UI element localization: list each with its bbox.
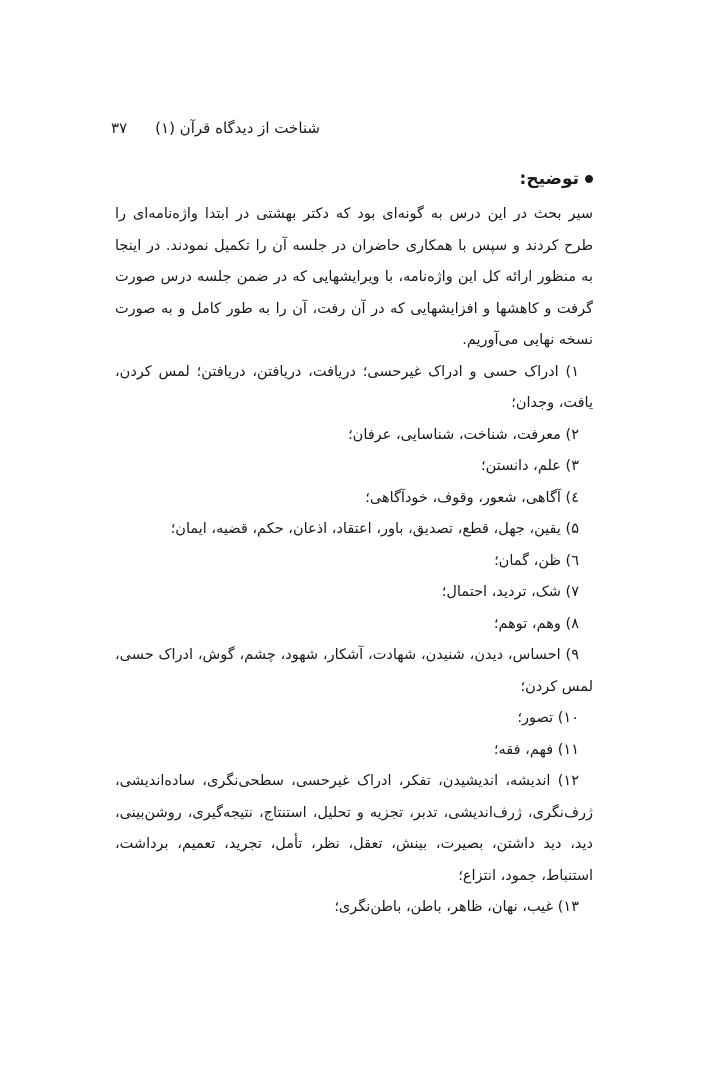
- list-item: [115, 546, 593, 578]
- item-number: ۱۲): [557, 773, 579, 789]
- list-item: [115, 420, 593, 452]
- list-item: [115, 514, 593, 546]
- item-number: ۸): [565, 615, 579, 632]
- item-number: ٦): [565, 552, 579, 569]
- glossary-list: [115, 357, 593, 924]
- list-item: [115, 483, 593, 515]
- list-item: [115, 609, 593, 641]
- item-text: یقین، جهل، قطع، تصدیق، باور، اعتقاد، اذعان، حکم، قضیه، ایمان؛: [170, 521, 561, 537]
- item-text: وهم، توهم؛: [493, 615, 561, 632]
- item-number: ۳): [565, 458, 579, 474]
- list-item: [115, 577, 593, 609]
- list-item: [115, 640, 593, 703]
- running-header-title: شناخت از دیدگاه قرآن (۱): [155, 119, 320, 137]
- item-number: ۵): [565, 521, 579, 537]
- section-heading-text: توضیح:: [519, 169, 579, 189]
- item-number: ۱۰): [557, 710, 579, 726]
- list-item: [115, 735, 593, 767]
- item-text: تصور؛: [517, 710, 554, 726]
- item-number: ۹): [565, 647, 579, 663]
- item-text: ادراک حسی و ادراک غیرحسی؛ دریافت، دریافتن، دریافتن؛ لمس کردن، یافت، وجدان؛: [115, 363, 593, 411]
- item-text: آگاهی، شعور، وقوف، خودآگاهی؛: [365, 489, 561, 506]
- list-item: [115, 766, 593, 892]
- list-item: [115, 357, 593, 420]
- item-text: معرفت، شناخت، شناسایی، عرفان؛: [348, 426, 561, 443]
- item-text: شک، تردید، احتمال؛: [441, 584, 561, 600]
- item-number: ٤): [565, 489, 579, 506]
- section-heading: [115, 165, 593, 193]
- page-number: ۳۷: [111, 119, 128, 137]
- item-text: غیب، نهان، ظاهر، باطن، باطن‌نگری؛: [334, 899, 554, 915]
- intro-paragraph: سیر بحث در این درس به گونه‌ای بود که دکتر بهشتی در ابتدا واژه‌نامه‌ای را طرح کردند و سپس با همکاری حاضران در جلسه آن را تکمیل نمودند. در اینجا به منظور ارائه کل این واژه‌نامه، با ویرایشهایی که در ضمن جلسه درس صورت گرفت و کاهشها و افزایشهایی که در آن رفت، آن را به طور کامل و به صورت نسخه نهایی می‌آوریم.: [115, 206, 593, 348]
- item-number: ۲): [565, 426, 579, 443]
- list-item: [115, 892, 593, 924]
- item-text: اندیشه، اندیشیدن، تفکر، ادراک غیرحسی، سطحی‌نگری، ساده‌اندیشی، ژرف‌نگری، ژرف‌اندیشی، تدبر، تجزیه و تحلیل، استنتاج، نتیجه‌گیری، روشن‌بینی، دید، دید داشتن، بصیرت، بینش، تعقل، نظر، تأمل، تجرید، تعمیم، برداشت، استنباط، جمود، انتزاع؛: [115, 773, 593, 884]
- page-body: [115, 165, 593, 924]
- item-number: ۱۱): [557, 741, 579, 758]
- list-item: [115, 451, 593, 483]
- item-number: ۷): [565, 584, 579, 600]
- item-text: فهم، فقه؛: [493, 741, 554, 758]
- running-header: [110, 117, 320, 139]
- item-text: ظن، گمان؛: [494, 552, 561, 569]
- item-number: ۱۳): [557, 899, 579, 915]
- bullet-icon: [585, 175, 593, 183]
- item-text: احساس، دیدن، شنیدن، شهادت، آشکار، شهود، چشم، گوش، ادراک حسی، لمس کردن؛: [115, 647, 593, 695]
- item-number: ۱): [565, 363, 580, 380]
- list-item: [115, 703, 593, 735]
- item-text: علم، دانستن؛: [481, 458, 561, 474]
